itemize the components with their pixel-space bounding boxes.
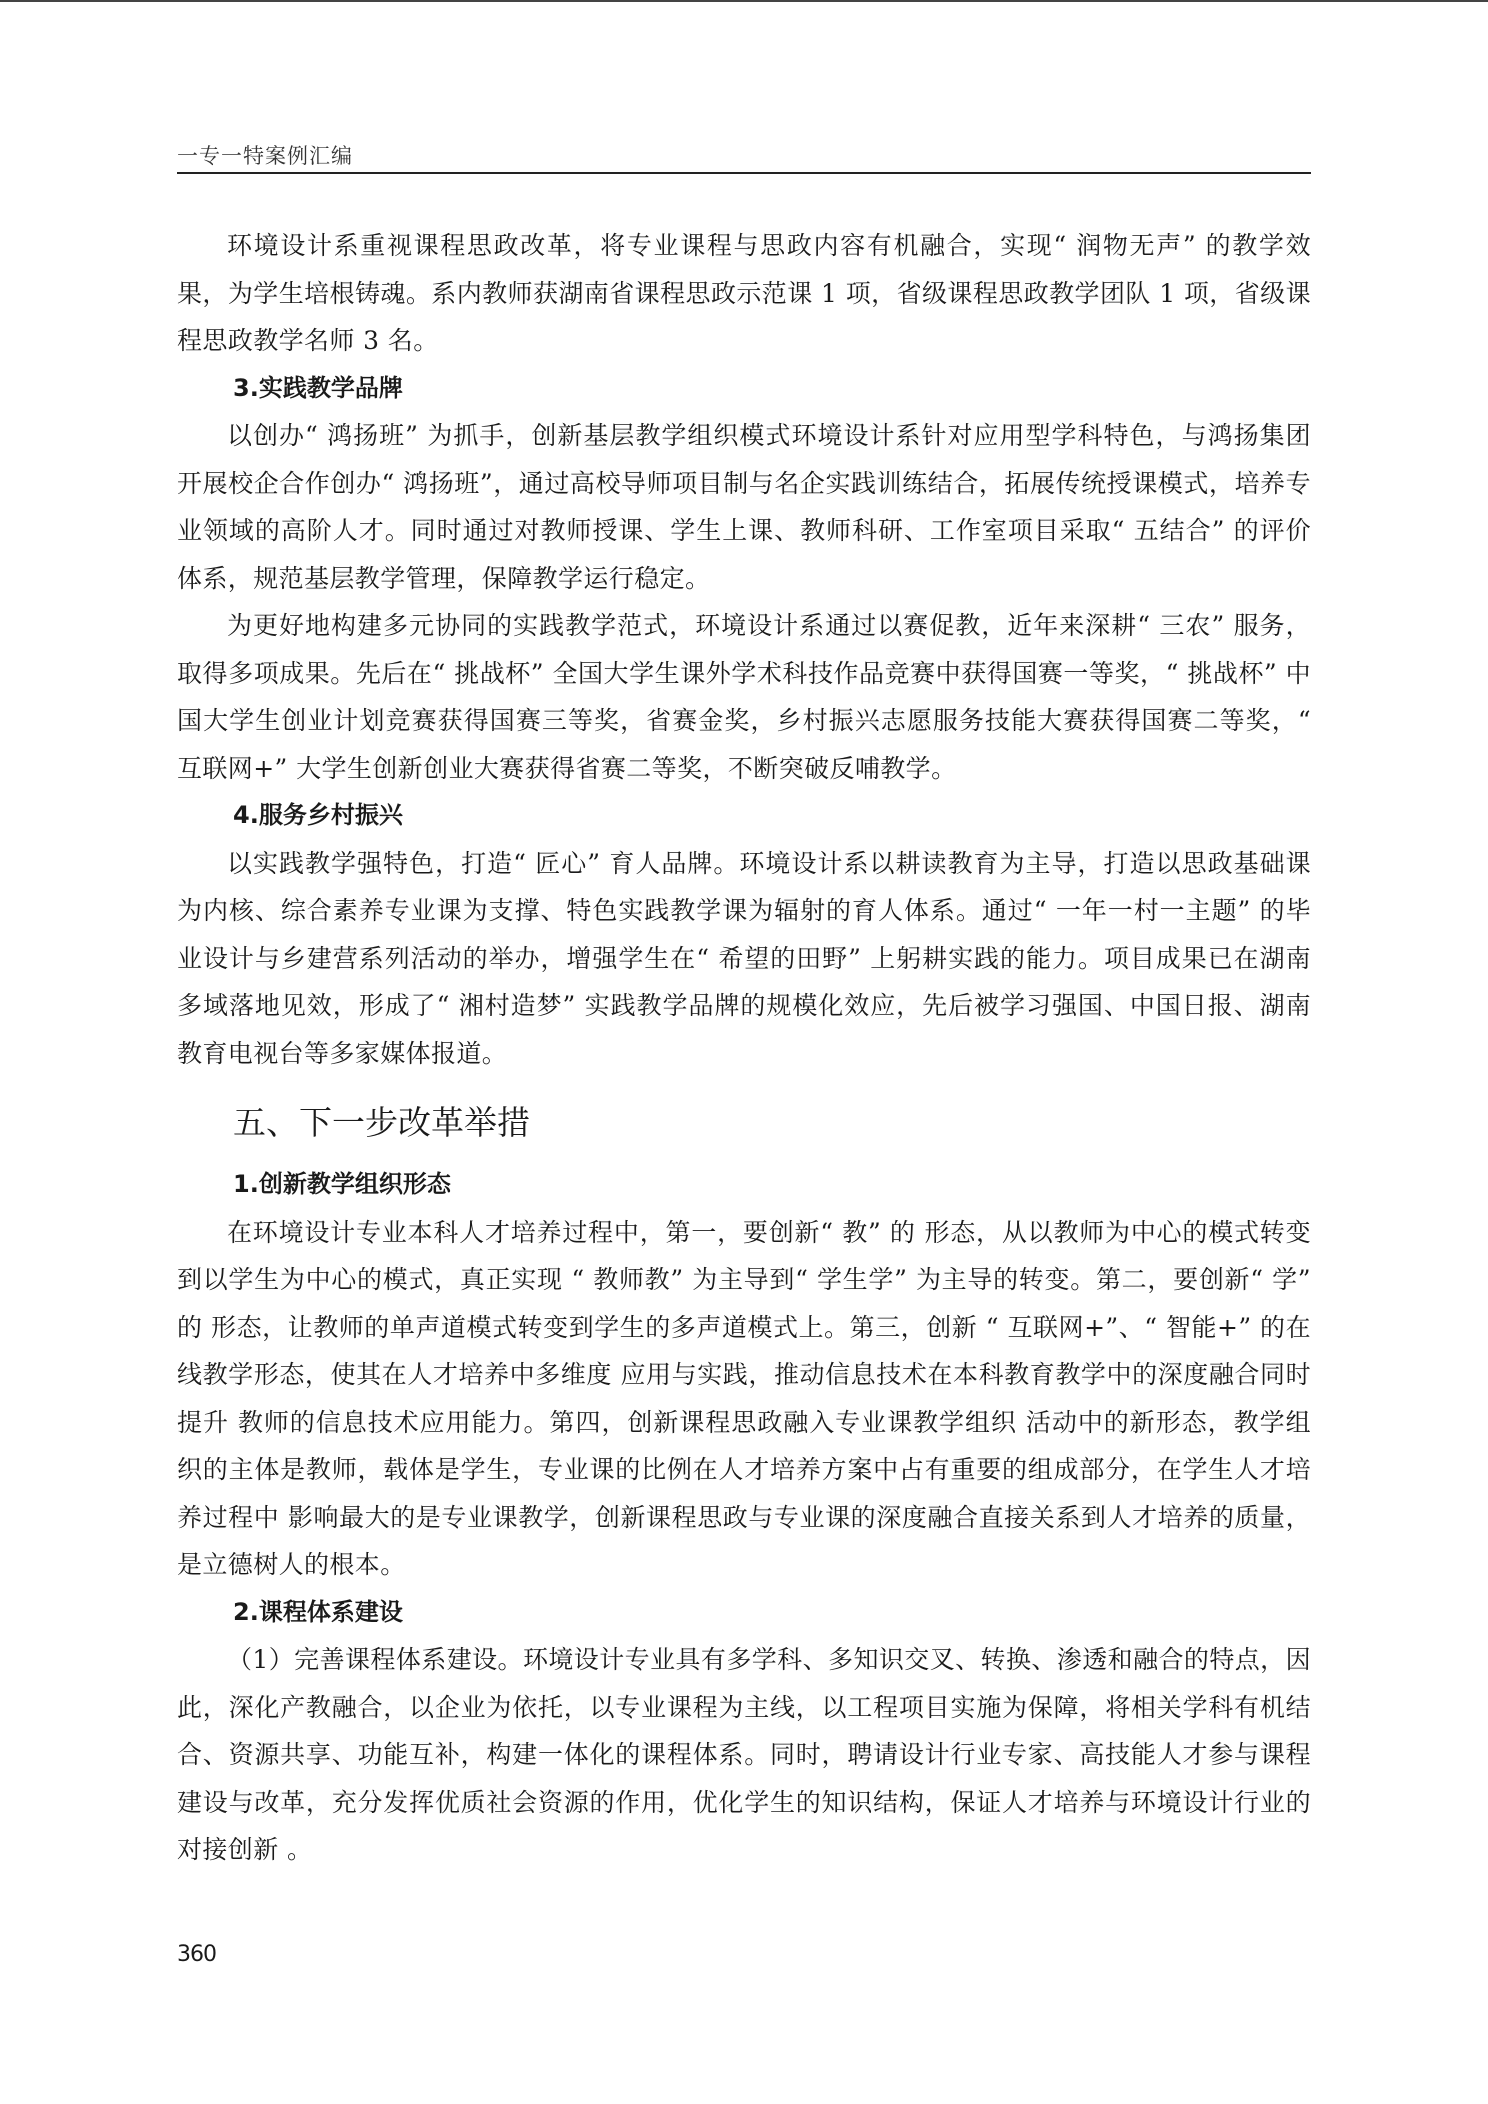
subheading-curriculum-system: 2.课程体系建设: [233, 1597, 403, 1626]
running-header: 一专一特案例汇编: [177, 144, 353, 168]
paragraph-curriculum-improvement: （1）完善课程体系建设。环境设计专业具有多学科、多知识交叉、转换、渗透和融合的特点，因此，深化产教融合，以企业为依托，以专业课程为主线，以工程项目实施为保障，将相关学科有机结合、资源共享、功能互补，构建一体化的课程体系。同时，聘请设计行业专家、高技能人才参与课程建设与改革，充分发挥优质社会资源的作用，优化学生的知识结构，保证人才培养与环境设计行业的对接创新 。: [177, 1645, 1311, 1864]
paragraph-ideology-reform: 环境设计系重视课程思政改革，将专业课程与思政内容有机融合，实现“ 润物无声” 的教学效果，为学生培根铸魂。系内教师获湖南省课程思政示范课 1 项，省级课程思政教学团队 1 项，省级课程思政教学名师 3 名。: [177, 231, 1311, 355]
top-border-rule: [0, 0, 1488, 2]
paragraph-competitions: 为更好地构建多元协同的实践教学范式，环境设计系通过以赛促教，近年来深耕“ 三农” 服务，取得多项成果。先后在“ 挑战杯” 全国大学生课外学术科技作品竞赛中获得国赛一等奖，“ 挑战杯” 中国大学生创业计划竞赛获得国赛三等奖，省赛金奖，乡村振兴志愿服务技能大赛获得国赛二等奖，“ 互联网+” 大学生创新创业大赛获得省赛二等奖，不断突破反哺教学。: [177, 611, 1311, 783]
subheading-practice-brand: 3.实践教学品牌: [233, 373, 403, 402]
page-number: 360: [177, 1942, 216, 1967]
paragraph-craftsmanship-brand: 以实践教学强特色，打造“ 匠心” 育人品牌。环境设计系以耕读教育为主导，打造以思政基础课为内核、综合素养专业课为支撑、特色实践教学课为辐射的育人体系。通过“ 一年一村一主题” 的毕业设计与乡建营系列活动的举办，增强学生在“ 希望的田野” 上躬耕实践的能力。项目成果已在湖南多域落地见效，形成了“ 湘村造梦” 实践教学品牌的规模化效应，先后被学习强国、中国日报、湖南教育电视台等多家媒体报道。: [177, 848, 1311, 1068]
paragraph-teaching-forms: 在环境设计专业本科人才培养过程中，第一，要创新“ 教” 的 形态，从以教师为中心的模式转变到以学生为中心的模式，真正实现 “ 教师教” 为主导到“ 学生学” 为主导的转变。第二，要创新“ 学” 的 形态，让教师的单声道模式转变到学生的多声道模式上。第三，创新 “ 互联网+”、“ 智能+” 的在线教学形态，使其在人才培养中多维度 应用与实践，推动信息技术在本科教育教学中的深度融合同时提升 教师的信息技术应用能力。第四，创新课程思政融入专业课教学组织 活动中的新形态，教学组织的主体是教师，载体是学生，专业课的比例在人才培养方案中占有重要的组成部分，在学生人才培养过程中 影响最大的是专业课教学，创新课程思政与专业课的深度融合直接关系到人才培养的质量，是立德树人的根本。: [177, 1217, 1311, 1579]
header-rule: [177, 172, 1311, 174]
section-title-next-steps: 五、下一步改革举措: [233, 1103, 530, 1142]
subheading-rural-revitalization: 4.服务乡村振兴: [233, 801, 403, 829]
subheading-teaching-organization: 1.创新教学组织形态: [233, 1170, 451, 1198]
page-body: [177, 222, 1311, 1874]
paragraph-hongyang-class: 以创办“ 鸿扬班” 为抓手，创新基层教学组织模式环境设计系针对应用型学科特色，与鸿扬集团开展校企合作创办“ 鸿扬班”，通过高校导师项目制与名企实践训练结合，拓展传统授课模式，培养专业领域的高阶人才。同时通过对教师授课、学生上课、教师科研、工作室项目采取“ 五结合” 的评价体系，规范基层教学管理，保障教学运行稳定。: [177, 421, 1311, 593]
